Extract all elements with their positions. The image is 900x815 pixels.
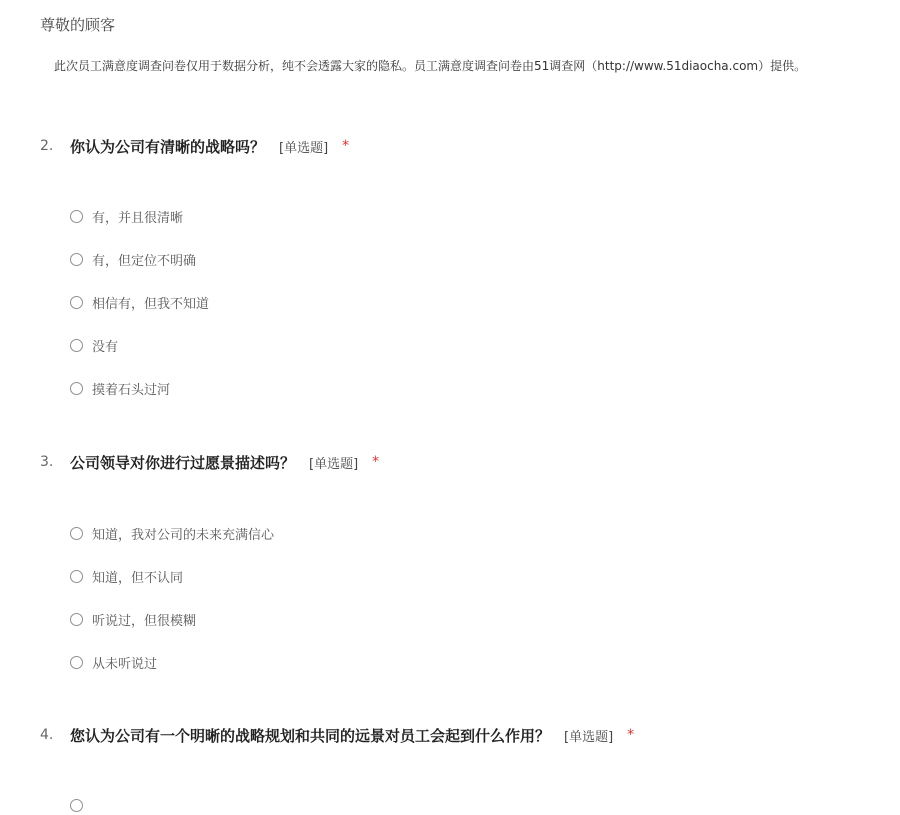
survey-intro: 此次员工满意度调查问卷仅用于数据分析，纯不会透露大家的隐私。员工满意度调查问卷由51调查网（http://www.51diaocha.com）提供。 (54, 59, 807, 73)
question-title (40, 723, 634, 747)
radio-button[interactable] (70, 613, 83, 626)
question-text: 公司领导对你进行过愿景描述吗？ (70, 453, 296, 472)
option-label: 知道，但不认同 (92, 570, 184, 586)
radio-button[interactable] (70, 799, 83, 812)
question-number: 3. (40, 454, 54, 470)
option-q2-5[interactable] (70, 378, 170, 398)
option-q3-2[interactable] (70, 566, 183, 586)
radio-button[interactable] (70, 210, 83, 223)
radio-button[interactable] (70, 570, 83, 583)
question-title (40, 450, 379, 474)
required-mark: * (342, 138, 350, 154)
option-q2-2[interactable] (70, 249, 196, 269)
option-label: 知道，我对公司的未来充满信心 (92, 527, 275, 543)
option-label: 有，并且很清晰 (92, 210, 184, 226)
question-number: 4. (40, 727, 54, 743)
option-label: 没有 (92, 339, 119, 355)
option-q4-1[interactable] (70, 795, 83, 815)
question-type: [单选题] (279, 140, 329, 156)
option-label: 摸着石头过河 (92, 382, 171, 398)
option-label: 听说过，但很模糊 (92, 613, 197, 629)
question-number: 2. (40, 138, 54, 154)
option-q3-3[interactable] (70, 609, 196, 629)
radio-button[interactable] (70, 656, 83, 669)
option-q2-1[interactable] (70, 206, 183, 226)
question-text: 您认为公司有一个明晰的战略规划和共同的远景对员工会起到什么作用？ (70, 726, 551, 745)
radio-button[interactable] (70, 339, 83, 352)
option-label: 从未听说过 (92, 656, 158, 672)
question-type: [单选题] (309, 456, 359, 472)
option-label: 有，但定位不明确 (92, 253, 197, 269)
option-label: 相信有，但我不知道 (92, 296, 210, 312)
required-mark: * (372, 454, 380, 470)
option-q2-3[interactable] (70, 292, 209, 312)
question-text: 你认为公司有清晰的战略吗？ (70, 137, 266, 156)
radio-button[interactable] (70, 253, 83, 266)
greeting: 尊敬的顾客 (40, 16, 116, 34)
question-type: [单选题] (564, 729, 614, 745)
radio-button[interactable] (70, 296, 83, 309)
option-q3-4[interactable] (70, 652, 157, 672)
radio-button[interactable] (70, 382, 83, 395)
radio-button[interactable] (70, 527, 83, 540)
option-q2-4[interactable] (70, 335, 118, 355)
option-q3-1[interactable] (70, 523, 274, 543)
required-mark: * (627, 727, 635, 743)
question-title (40, 134, 349, 158)
